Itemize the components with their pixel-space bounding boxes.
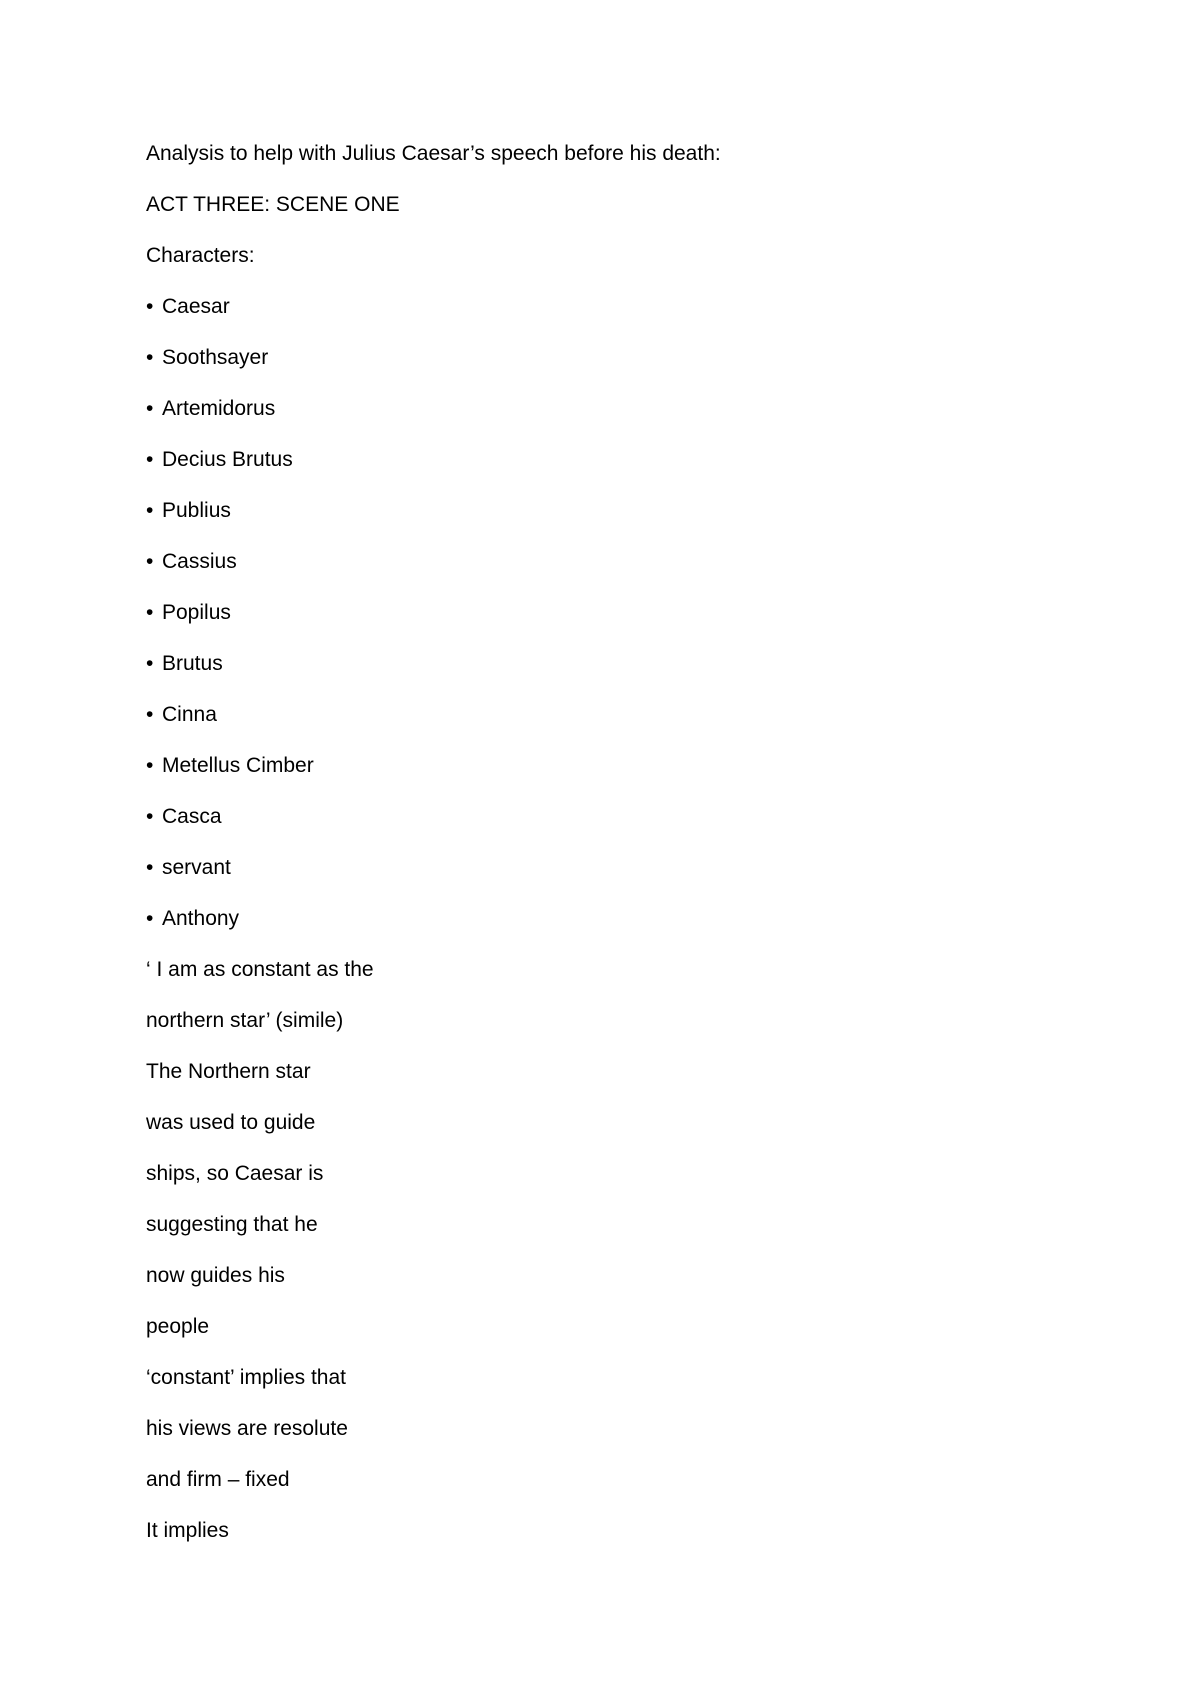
- list-item: [146, 703, 1106, 727]
- list-item: [146, 652, 1106, 676]
- note-line: It implies: [146, 1519, 229, 1542]
- list-item: [146, 805, 1106, 829]
- bullet-icon: •: [146, 550, 154, 573]
- characters-label: Characters:: [146, 244, 255, 267]
- character-name: Caesar: [162, 295, 230, 318]
- note-line: The Northern star: [146, 1060, 311, 1083]
- bullet-icon: •: [146, 907, 154, 930]
- note-line: ships, so Caesar is: [146, 1162, 324, 1185]
- note-line: his views are resolute: [146, 1417, 348, 1440]
- character-name: Anthony: [162, 907, 240, 930]
- list-item: [146, 448, 1106, 472]
- bullet-icon: •: [146, 448, 154, 471]
- document-heading: Analysis to help with Julius Caesar’s speech before his death:: [146, 142, 721, 165]
- bullet-icon: •: [146, 295, 154, 318]
- note-line: and firm – fixed: [146, 1468, 290, 1491]
- bullet-icon: •: [146, 601, 154, 624]
- character-name: Soothsayer: [162, 346, 269, 369]
- bullet-icon: •: [146, 805, 154, 828]
- bullet-icon: •: [146, 652, 154, 675]
- note-line: now guides his: [146, 1264, 285, 1287]
- character-name: Metellus Cimber: [162, 754, 314, 777]
- list-item: [146, 550, 1106, 574]
- document-body: [146, 142, 1106, 1570]
- note-line: suggesting that he: [146, 1213, 318, 1236]
- note-line: was used to guide: [146, 1111, 316, 1134]
- character-name: Popilus: [162, 601, 231, 624]
- bullet-icon: •: [146, 346, 154, 369]
- bullet-icon: •: [146, 499, 154, 522]
- character-name: Artemidorus: [162, 397, 276, 420]
- note-line: ‘constant’ implies that: [146, 1366, 346, 1389]
- character-name: Brutus: [162, 652, 223, 675]
- character-name: Cassius: [162, 550, 237, 573]
- list-item: [146, 397, 1106, 421]
- character-name: Publius: [162, 499, 231, 522]
- list-item: [146, 346, 1106, 370]
- scene-title: ACT THREE: SCENE ONE: [146, 193, 400, 216]
- bullet-icon: •: [146, 856, 154, 879]
- character-name: Casca: [162, 805, 222, 828]
- note-line: northern star’ (simile): [146, 1009, 344, 1032]
- character-name: servant: [162, 856, 231, 879]
- note-line: people: [146, 1315, 210, 1338]
- character-name: Cinna: [162, 703, 217, 726]
- list-item: [146, 856, 1106, 880]
- list-item: [146, 295, 1106, 319]
- list-item: [146, 601, 1106, 625]
- bullet-icon: •: [146, 397, 154, 420]
- bullet-icon: •: [146, 754, 154, 777]
- analysis-notes: [146, 958, 1106, 1543]
- character-name: Decius Brutus: [162, 448, 293, 471]
- list-item: [146, 754, 1106, 778]
- characters-list: [146, 295, 1106, 931]
- list-item: [146, 907, 1106, 931]
- bullet-icon: •: [146, 703, 154, 726]
- list-item: [146, 499, 1106, 523]
- note-line: ‘ I am as constant as the: [146, 958, 374, 981]
